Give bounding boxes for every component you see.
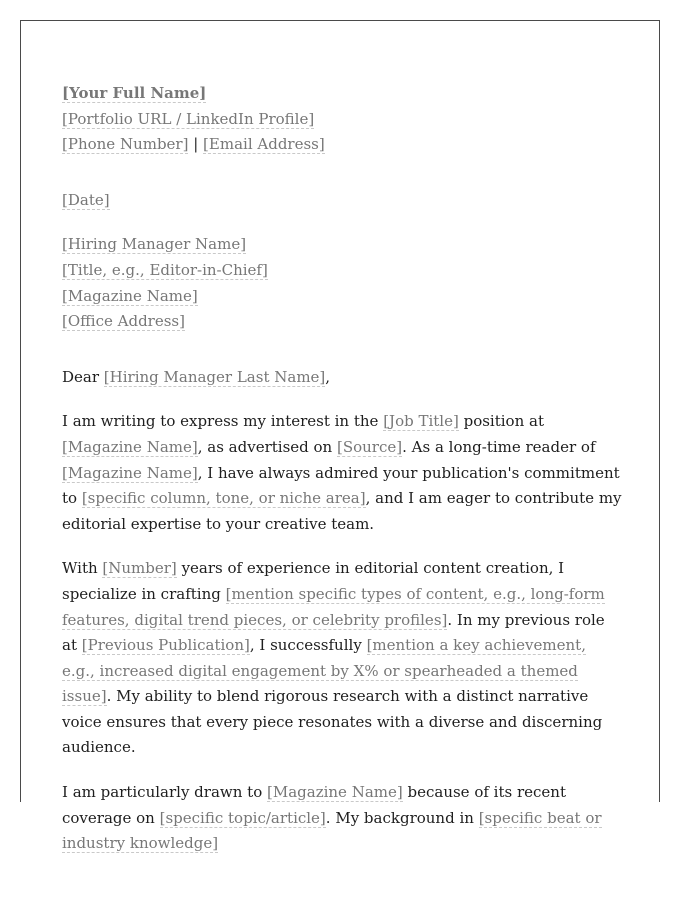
- salutation-suffix: ,: [325, 367, 331, 386]
- text: because of its recent coverage on: [62, 783, 566, 827]
- body-paragraph-2: [62, 556, 622, 761]
- content-types-placeholder[interactable]: [mention specific types of content, e.g., long-form features, digital trend pieces, or celebrity profiles]: [62, 584, 605, 629]
- text: . In my previous role at: [62, 610, 605, 655]
- source-placeholder[interactable]: [Source]: [336, 437, 403, 456]
- hiring-manager-name-placeholder[interactable]: [Hiring Manager Name]: [62, 235, 247, 254]
- text: years of experience in editorial content creation, I specialize in crafting: [62, 559, 565, 603]
- text: position at: [458, 412, 544, 431]
- text: I am writing to express my interest in the: [62, 412, 384, 431]
- body-paragraph-1: [62, 409, 622, 537]
- text: , and I am eager to contribute my editorial expertise to your creative team.: [62, 489, 622, 533]
- text: . My background in: [325, 808, 479, 827]
- magazine-name-placeholder[interactable]: [Magazine Name]: [62, 437, 198, 456]
- previous-publication-placeholder[interactable]: [Previous Publication]: [81, 636, 250, 655]
- salutation: [62, 365, 622, 391]
- text: , as advertised on: [197, 437, 337, 456]
- niche-area-placeholder[interactable]: [specific column, tone, or niche area]: [81, 489, 366, 508]
- magazine-name-placeholder[interactable]: [Magazine Name]: [267, 783, 403, 802]
- job-title-placeholder[interactable]: [Job Title]: [383, 412, 459, 431]
- text: I am particularly drawn to: [62, 783, 267, 802]
- magazine-name-placeholder[interactable]: [Magazine Name]: [62, 463, 198, 482]
- text: With: [62, 559, 103, 578]
- date-line: [62, 188, 622, 214]
- sender-name-placeholder[interactable]: [Your Full Name]: [62, 84, 207, 102]
- text: , I have always admired your publication's commitment to: [62, 463, 620, 508]
- text: . My ability to blend rigorous research with a distinct narrative voice ensures that every piece resonates with a diverse and discerning audience.: [62, 687, 603, 757]
- magazine-name-placeholder[interactable]: [Magazine Name]: [62, 286, 198, 305]
- letter-page: [20, 20, 660, 853]
- topic-placeholder[interactable]: [specific topic/article]: [159, 808, 326, 827]
- contact-separator: |: [188, 135, 204, 154]
- body-paragraph-3: [62, 780, 622, 857]
- text: , I successfully: [249, 636, 367, 655]
- text: . As a long-time reader of: [402, 437, 596, 456]
- beat-knowledge-placeholder[interactable]: [specific beat or industry knowledge]: [62, 808, 602, 853]
- email-placeholder[interactable]: [Email Address]: [203, 135, 325, 154]
- sender-header: [62, 81, 622, 158]
- recipient-block: [62, 232, 622, 334]
- letter-content: [62, 81, 622, 876]
- office-address-placeholder[interactable]: [Office Address]: [62, 312, 185, 331]
- years-number-placeholder[interactable]: [Number]: [102, 559, 177, 578]
- manager-last-name-placeholder[interactable]: [Hiring Manager Last Name]: [103, 367, 326, 386]
- key-achievement-placeholder[interactable]: [mention a key achievement, e.g., increased digital engagement by X% or spearheaded a themed issue]: [62, 636, 586, 706]
- salutation-prefix: Dear: [62, 367, 104, 386]
- date-placeholder[interactable]: [Date]: [62, 190, 110, 209]
- recipient-title-placeholder[interactable]: [Title, e.g., Editor-in-Chief]: [62, 260, 268, 279]
- portfolio-placeholder[interactable]: [Portfolio URL / LinkedIn Profile]: [62, 109, 315, 128]
- phone-placeholder[interactable]: [Phone Number]: [62, 135, 189, 154]
